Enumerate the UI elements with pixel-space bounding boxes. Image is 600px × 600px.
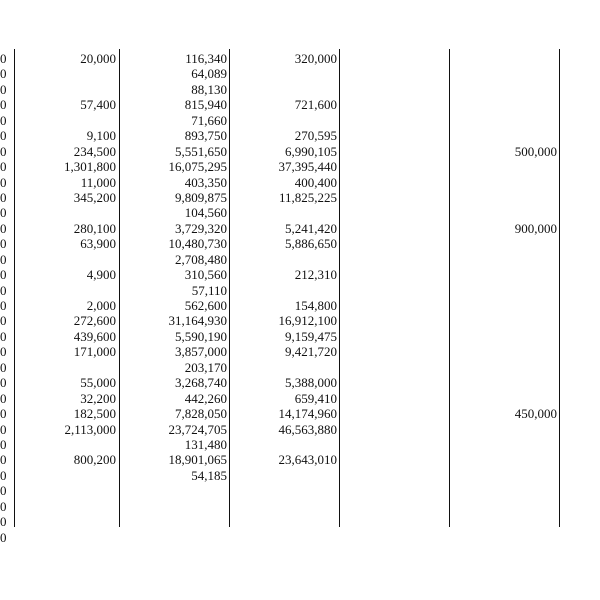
table-cell: 5,886,650 bbox=[285, 236, 337, 252]
table-cell: 2,113,000 bbox=[64, 421, 116, 437]
table-cell: 0 bbox=[0, 436, 7, 452]
table-cell: 659,410 bbox=[294, 390, 337, 406]
table-cell bbox=[346, 329, 447, 344]
table-cell: 9,421,720 bbox=[285, 344, 337, 360]
table-cell bbox=[456, 51, 557, 66]
table-cell: 0 bbox=[0, 189, 7, 205]
table-cell bbox=[126, 514, 227, 529]
table-cell: 57,110 bbox=[191, 282, 227, 298]
table-cell bbox=[456, 159, 557, 174]
table-cell bbox=[346, 283, 447, 298]
table-cell bbox=[236, 66, 337, 81]
table-cell bbox=[20, 499, 116, 514]
table-cell bbox=[346, 375, 447, 390]
table-cell bbox=[236, 113, 337, 128]
table-cell bbox=[456, 530, 557, 545]
table-cell: 900,000 bbox=[514, 220, 557, 236]
table-cell: 0 bbox=[0, 390, 7, 406]
table-cell bbox=[346, 468, 447, 483]
table-cell: 131,480 bbox=[184, 436, 227, 452]
table-cell: 1,301,800 bbox=[64, 159, 116, 175]
table-cell: 11,825,225 bbox=[278, 189, 337, 205]
table-cell bbox=[346, 406, 447, 421]
table-cell bbox=[346, 422, 447, 437]
table-cell bbox=[456, 128, 557, 143]
table-cell: 9,100 bbox=[86, 128, 116, 144]
table-cell: 46,563,880 bbox=[278, 421, 337, 437]
table-cell: 64,089 bbox=[191, 66, 227, 82]
table-cell: 893,750 bbox=[184, 128, 227, 144]
column-rule bbox=[119, 49, 120, 527]
table-cell bbox=[346, 391, 447, 406]
table-cell bbox=[346, 97, 447, 112]
table-cell: 0 bbox=[0, 159, 7, 175]
table-cell: 345,200 bbox=[73, 189, 116, 205]
column-rule bbox=[449, 49, 450, 527]
table-cell bbox=[20, 283, 116, 298]
table-cell: 54,185 bbox=[191, 467, 227, 483]
table-cell bbox=[346, 360, 447, 375]
table-cell bbox=[20, 252, 116, 267]
table-cell: 0 bbox=[0, 66, 7, 82]
table-cell bbox=[20, 514, 116, 529]
table-cell bbox=[456, 452, 557, 467]
column-rule bbox=[14, 49, 15, 527]
table-cell: 18,901,065 bbox=[168, 452, 227, 468]
table-cell: 320,000 bbox=[294, 51, 337, 66]
table-cell: 0 bbox=[0, 406, 7, 422]
table-cell: 20,000 bbox=[80, 51, 116, 66]
table-cell: 3,729,320 bbox=[175, 220, 227, 236]
table-cell: 55,000 bbox=[80, 375, 116, 391]
table-cell bbox=[236, 468, 337, 483]
table-cell bbox=[20, 205, 116, 220]
table-cell: 310,560 bbox=[184, 267, 227, 283]
table-cell: 0 bbox=[0, 220, 7, 236]
table-cell: 0 bbox=[0, 359, 7, 375]
table-cell: 37,395,440 bbox=[278, 159, 337, 175]
table-cell: 5,241,420 bbox=[285, 220, 337, 236]
table-cell bbox=[236, 499, 337, 514]
table-cell bbox=[346, 113, 447, 128]
table-cell bbox=[456, 113, 557, 128]
table-cell bbox=[346, 452, 447, 467]
table-cell: 0 bbox=[0, 174, 7, 190]
table-cell bbox=[456, 298, 557, 313]
table-cell bbox=[346, 437, 447, 452]
table-cell: 5,590,190 bbox=[175, 328, 227, 344]
table-cell: 9,809,875 bbox=[175, 189, 227, 205]
table-cell bbox=[346, 159, 447, 174]
table-cell bbox=[456, 313, 557, 328]
table-cell: 154,800 bbox=[294, 298, 337, 313]
table-cell: 0 bbox=[0, 298, 7, 313]
table-cell bbox=[346, 298, 447, 313]
table-cell bbox=[20, 66, 116, 81]
table-cell bbox=[346, 514, 447, 529]
table-cell: 0 bbox=[0, 51, 7, 66]
table-cell: 14,174,960 bbox=[278, 406, 337, 422]
table-cell bbox=[456, 375, 557, 390]
table-cell bbox=[126, 483, 227, 498]
table-cell: 815,940 bbox=[184, 97, 227, 113]
table-cell: 182,500 bbox=[73, 406, 116, 422]
table-cell: 500,000 bbox=[514, 143, 557, 159]
table-cell: 6,990,105 bbox=[285, 143, 337, 159]
table-cell bbox=[346, 267, 447, 282]
table-cell: 0 bbox=[0, 313, 7, 329]
table-cell: 0 bbox=[0, 112, 7, 128]
table-cell bbox=[346, 51, 447, 66]
table-cell: 63,900 bbox=[80, 236, 116, 252]
table-cell: 31,164,930 bbox=[168, 313, 227, 329]
table-cell bbox=[456, 360, 557, 375]
table-cell: 2,708,480 bbox=[175, 251, 227, 267]
table-cell: 3,268,740 bbox=[175, 375, 227, 391]
table-cell: 0 bbox=[0, 81, 7, 97]
table-cell bbox=[346, 82, 447, 97]
table-cell bbox=[236, 205, 337, 220]
table-cell bbox=[236, 252, 337, 267]
amount-column-4 bbox=[346, 51, 447, 545]
table-cell bbox=[236, 283, 337, 298]
table-cell: 0 bbox=[0, 236, 7, 252]
table-cell: 88,130 bbox=[191, 81, 227, 97]
table-cell bbox=[456, 190, 557, 205]
table-cell bbox=[20, 530, 116, 545]
table-cell: 0 bbox=[0, 328, 7, 344]
table-cell: 71,660 bbox=[191, 112, 227, 128]
table-cell: 0 bbox=[0, 467, 7, 483]
table-cell: 0 bbox=[0, 97, 7, 113]
table-cell bbox=[456, 468, 557, 483]
table-cell bbox=[456, 391, 557, 406]
table-cell: 280,100 bbox=[73, 220, 116, 236]
table-cell: 11,000 bbox=[80, 174, 116, 190]
table-cell bbox=[20, 483, 116, 498]
amount-column-3 bbox=[236, 51, 337, 545]
table-cell: 0 bbox=[0, 375, 7, 391]
table-cell: 5,388,000 bbox=[285, 375, 337, 391]
table-cell bbox=[456, 283, 557, 298]
table-cell: 5,551,650 bbox=[175, 143, 227, 159]
table-cell: 16,075,295 bbox=[168, 159, 227, 175]
table-cell: 0 bbox=[0, 267, 7, 283]
table-cell bbox=[456, 97, 557, 112]
table-cell bbox=[126, 530, 227, 545]
table-cell: 57,400 bbox=[80, 97, 116, 113]
table-cell bbox=[346, 344, 447, 359]
table-cell bbox=[20, 113, 116, 128]
table-cell bbox=[456, 267, 557, 282]
table-cell bbox=[346, 530, 447, 545]
table-cell: 104,560 bbox=[184, 205, 227, 221]
table-cell bbox=[456, 82, 557, 97]
table-cell: 212,310 bbox=[294, 267, 337, 283]
table-cell bbox=[346, 313, 447, 328]
table-cell: 0 bbox=[0, 514, 7, 530]
table-cell bbox=[20, 468, 116, 483]
table-cell bbox=[236, 483, 337, 498]
table-cell bbox=[126, 499, 227, 514]
table-cell bbox=[456, 514, 557, 529]
table-cell: 721,600 bbox=[294, 97, 337, 113]
table-cell bbox=[456, 236, 557, 251]
table-cell: 0 bbox=[0, 128, 7, 144]
table-cell: 7,828,050 bbox=[175, 406, 227, 422]
table-cell bbox=[346, 499, 447, 514]
table-cell: 0 bbox=[0, 205, 7, 221]
table-cell bbox=[346, 236, 447, 251]
table-cell bbox=[456, 344, 557, 359]
table-cell bbox=[346, 66, 447, 81]
table-cell: 400,400 bbox=[294, 174, 337, 190]
table-cell: 562,600 bbox=[184, 298, 227, 313]
table-cell bbox=[20, 82, 116, 97]
table-cell: 0 bbox=[0, 529, 7, 545]
table-cell: 0 bbox=[0, 452, 7, 468]
table-cell: 439,600 bbox=[73, 328, 116, 344]
table-cell bbox=[346, 128, 447, 143]
table-cell: 270,595 bbox=[294, 128, 337, 144]
table-cell bbox=[456, 66, 557, 81]
table-cell: 0 bbox=[0, 344, 7, 360]
table-cell: 23,724,705 bbox=[168, 421, 227, 437]
table-cell: 234,500 bbox=[73, 143, 116, 159]
table-cell: 116,340 bbox=[185, 51, 227, 66]
table-cell: 4,900 bbox=[86, 267, 116, 283]
table-cell: 0 bbox=[0, 251, 7, 267]
column-rule bbox=[229, 49, 230, 527]
table-cell: 0 bbox=[0, 421, 7, 437]
table-cell bbox=[346, 221, 447, 236]
table-cell: 800,200 bbox=[73, 452, 116, 468]
table-cell: 272,600 bbox=[73, 313, 116, 329]
table-cell bbox=[346, 205, 447, 220]
table-cell: 3,857,000 bbox=[175, 344, 227, 360]
table-cell: 403,350 bbox=[184, 174, 227, 190]
table-cell bbox=[346, 144, 447, 159]
table-cell: 2,000 bbox=[86, 298, 116, 313]
column-rule bbox=[339, 49, 340, 527]
table-cell bbox=[456, 252, 557, 267]
table-cell bbox=[346, 175, 447, 190]
table-cell: 0 bbox=[0, 498, 7, 514]
table-cell: 0 bbox=[0, 282, 7, 298]
table-cell bbox=[456, 499, 557, 514]
amount-column-1 bbox=[20, 51, 116, 545]
table-cell bbox=[236, 360, 337, 375]
table-cell bbox=[346, 190, 447, 205]
table-cell: 0 bbox=[0, 483, 7, 499]
table-cell: 0 bbox=[0, 143, 7, 159]
table-cell: 203,170 bbox=[184, 359, 227, 375]
left-stub-column bbox=[0, 51, 13, 545]
table-cell: 442,260 bbox=[184, 390, 227, 406]
table-cell bbox=[456, 175, 557, 190]
table-cell bbox=[20, 437, 116, 452]
amount-column-2 bbox=[126, 51, 227, 545]
table-cell: 10,480,730 bbox=[168, 236, 227, 252]
table-cell bbox=[456, 437, 557, 452]
table-cell bbox=[236, 530, 337, 545]
table-cell bbox=[346, 483, 447, 498]
table-cell bbox=[236, 437, 337, 452]
amount-column-5 bbox=[456, 51, 557, 545]
table-cell bbox=[236, 82, 337, 97]
table-cell bbox=[456, 329, 557, 344]
table-cell bbox=[456, 205, 557, 220]
table-cell bbox=[346, 252, 447, 267]
table-cell: 32,200 bbox=[80, 390, 116, 406]
table-cell: 23,643,010 bbox=[278, 452, 337, 468]
table-cell bbox=[456, 422, 557, 437]
column-rule bbox=[559, 49, 560, 527]
table-cell bbox=[236, 514, 337, 529]
table-cell: 171,000 bbox=[73, 344, 116, 360]
table-cell: 9,159,475 bbox=[285, 328, 337, 344]
table-cell bbox=[456, 483, 557, 498]
table-cell: 16,912,100 bbox=[278, 313, 337, 329]
table-cell bbox=[20, 360, 116, 375]
table-cell: 450,000 bbox=[514, 406, 557, 422]
